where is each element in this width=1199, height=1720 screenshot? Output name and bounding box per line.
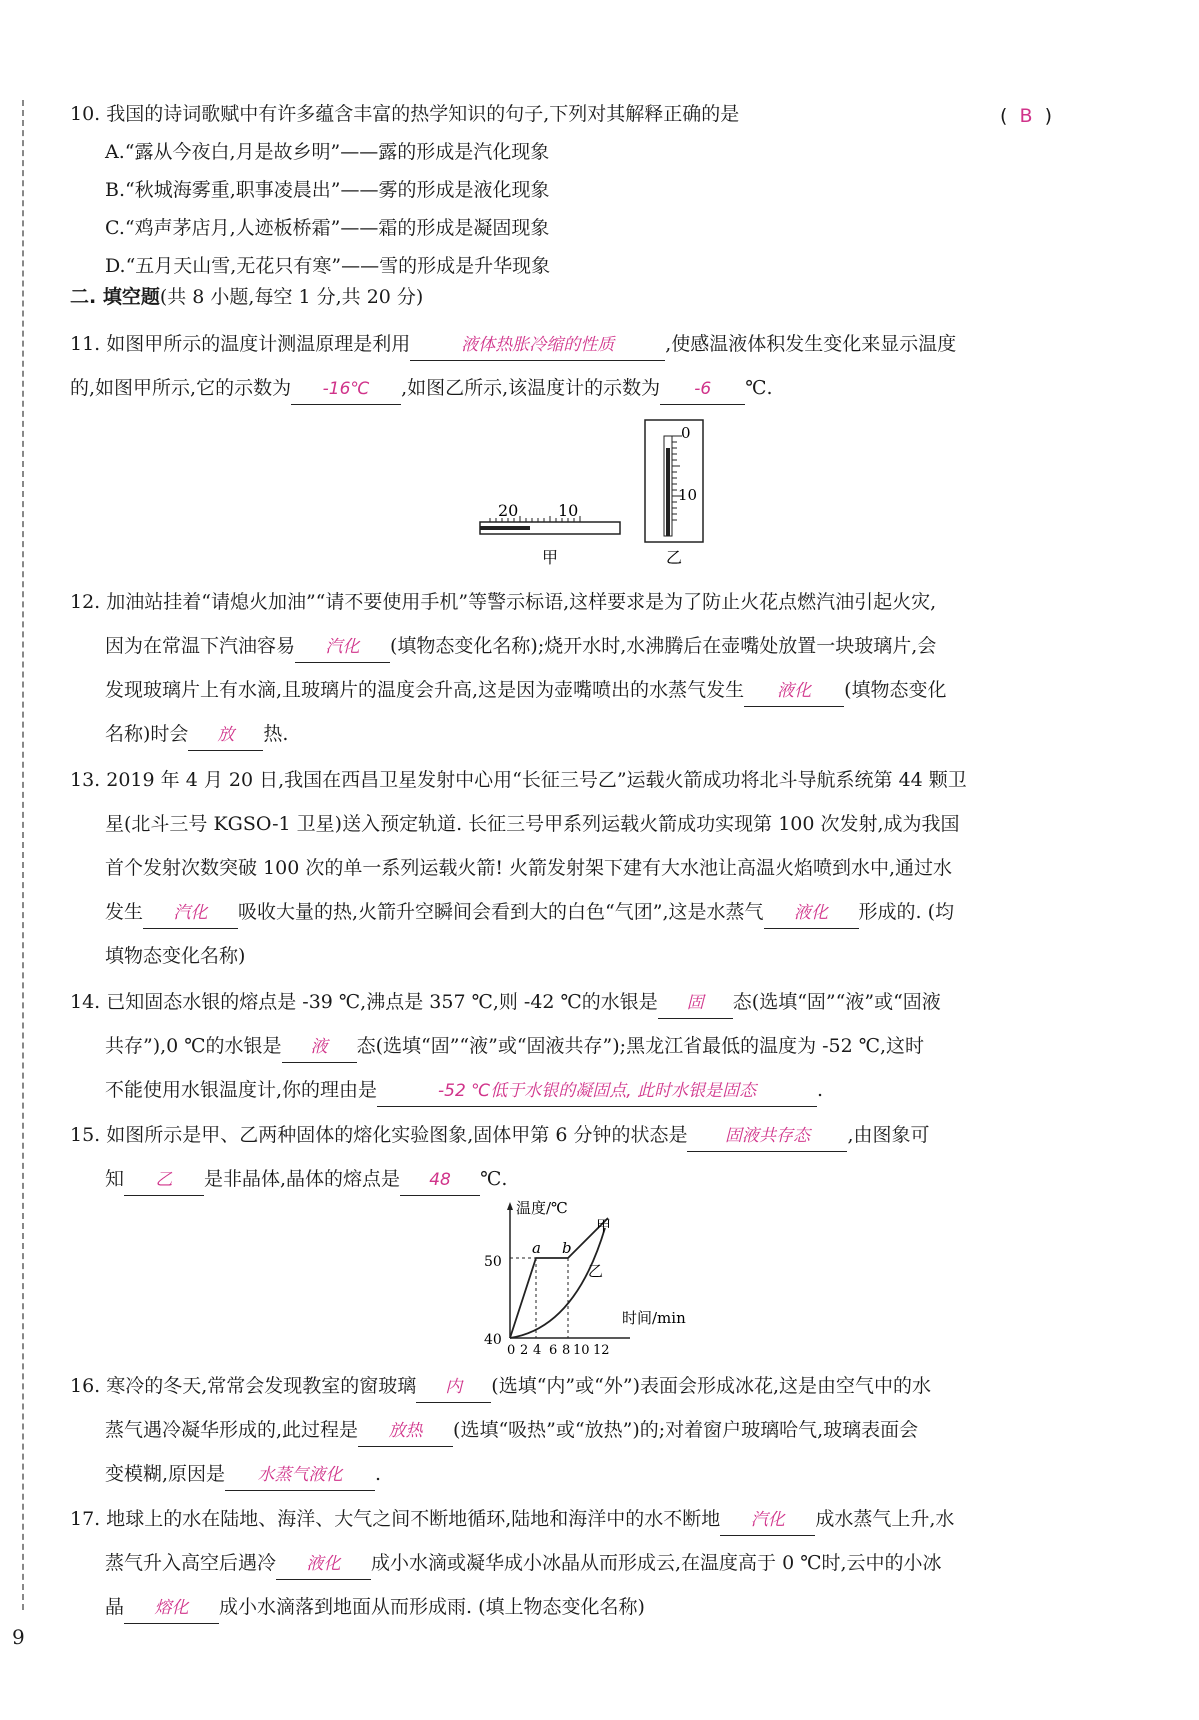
q14-text: 共存”),0 ℃的水银是 — [105, 1035, 282, 1057]
q16-text: (选填“吸热”或“放热”)的;对着窗户玻璃哈气,玻璃表面会 — [453, 1419, 919, 1441]
q15-melting-graph — [480, 1198, 720, 1358]
q16-blank-3[interactable]: 水蒸气液化 — [225, 1460, 375, 1491]
fig-label-jia: 甲 — [542, 548, 559, 567]
x-tick: 0 — [507, 1343, 516, 1358]
q14-text: 不能使用水银温度计,你的理由是 — [105, 1079, 378, 1101]
q16-blank-1[interactable]: 内 — [416, 1372, 491, 1403]
thermometer-yi — [645, 420, 703, 567]
q13-text: 填物态变化名称) — [105, 945, 246, 967]
q16-text: 16. 寒冷的冬天,常常会发现教室的窗玻璃 — [70, 1375, 417, 1397]
q15-text: ℃. — [480, 1168, 508, 1190]
q10-option-a: A.“露从今夜白,月是故乡明”——露的形成是汽化现象 — [105, 141, 550, 163]
q12-text: (填物态变化 — [844, 679, 947, 701]
x-ticks — [507, 1343, 610, 1358]
q12-text: 12. 加油站挂着“请熄火加油”“请不要使用手机”等警示标语,这样要求是为了防止火花点燃汽油引起火灾, — [70, 591, 937, 613]
question-13 — [70, 758, 1070, 978]
q15-blank-1[interactable]: 固液共存态 — [687, 1121, 847, 1152]
question-15 — [70, 1113, 1070, 1201]
x-tick: 2 — [520, 1343, 529, 1358]
margin-dashed-line — [22, 100, 24, 1610]
q14-text: . — [817, 1079, 824, 1101]
q12-text: 因为在常温下汽油容易 — [105, 635, 296, 657]
q15-blank-3[interactable]: 48 — [400, 1165, 480, 1196]
q12-blank-3[interactable]: 放 — [188, 720, 263, 751]
series-yi-label: 乙 — [588, 1262, 604, 1280]
q11-thermometer-figures — [470, 418, 710, 568]
q12-text: (填物态变化名称);烧开水时,水沸腾后在壶嘴处放置一块玻璃片,会 — [390, 635, 937, 657]
q17-text: 成小水滴落到地面从而形成雨. (填上物态变化名称) — [219, 1596, 645, 1618]
q17-text: 晶 — [105, 1596, 125, 1618]
q10-option-c: C.“鸡声茅店月,人迹板桥霜”——霜的形成是凝固现象 — [105, 217, 550, 239]
q16-text: 蒸气遇冷凝华形成的,此过程是 — [105, 1419, 359, 1441]
q11-blank-3[interactable]: -6 — [660, 374, 745, 405]
q12-text: 热. — [263, 723, 289, 745]
q12-blank-1[interactable]: 汽化 — [295, 632, 390, 663]
q12-blank-2[interactable]: 液化 — [744, 676, 844, 707]
q10-option-b: B.“秋城海雾重,职事凌晨出”——雾的形成是液化现象 — [105, 179, 550, 201]
q13-text: 吸收大量的热,火箭升空瞬间会看到大的白色“气团”,这是水蒸气 — [238, 901, 764, 923]
q11-text: 的,如图甲所示,它的示数为 — [70, 377, 292, 399]
q17-text: 成水蒸气上升,水 — [815, 1508, 955, 1530]
q17-text: 蒸气升入高空后遇冷 — [105, 1552, 277, 1574]
question-14 — [70, 980, 1070, 1112]
q15-text: 15. 如图所示是甲、乙两种固体的熔化实验图象,固体甲第 6 分钟的状态是 — [70, 1124, 688, 1146]
q10-stem: 10. 我国的诗词歌赋中有许多蕴含丰富的热学知识的句子,下列对其解释正确的是 — [70, 103, 740, 125]
x-tick: 12 — [593, 1343, 610, 1358]
point-a-label: a — [532, 1239, 541, 1257]
x-tick: 8 — [562, 1343, 571, 1358]
q17-blank-3[interactable]: 熔化 — [124, 1593, 219, 1624]
q11-text: ℃. — [745, 377, 773, 399]
section-title — [70, 282, 423, 309]
q12-text: 名称)时会 — [105, 723, 189, 745]
yi-tick-0: 0 — [681, 424, 691, 442]
q11-text: 11. 如图甲所示的温度计测温原理是利用 — [70, 333, 411, 355]
section-note: (共 8 小题,每空 1 分,共 20 分) — [159, 286, 424, 308]
q17-text: 17. 地球上的水在陆地、海洋、大气之间不断地循环,陆地和海洋中的水不断地 — [70, 1508, 721, 1530]
q15-text: 知 — [105, 1168, 125, 1190]
q14-blank-1[interactable]: 固 — [658, 988, 733, 1019]
q10-option-d: D.“五月天山雪,无花只有寒”——雪的形成是升华现象 — [105, 255, 551, 277]
q17-blank-2[interactable]: 液化 — [276, 1549, 371, 1580]
q14-text: 态(选填“固”“液”或“固液共存”);黑龙江省最低的温度为 -52 ℃,这时 — [356, 1035, 925, 1057]
q17-text: 成小水滴或凝华成小冰晶从而形成云,在温度高于 0 ℃时,云中的小冰 — [371, 1552, 942, 1574]
q13-text: 星(北斗三号 KGSO-1 卫星)送入预定轨道. 长征三号甲系列运载火箭成功实现第 100 次发射,成为我国 — [105, 813, 960, 835]
question-12 — [70, 580, 1070, 756]
q16-text: 变模糊,原因是 — [105, 1463, 226, 1485]
q15-text: ,由图象可 — [847, 1124, 930, 1146]
question-17 — [70, 1497, 1070, 1629]
fig-label-yi: 乙 — [666, 548, 683, 567]
q10-answer-bracket — [1000, 105, 1052, 127]
q11-blank-1[interactable]: 液体热胀冷缩的性质 — [410, 330, 665, 361]
page-number: 9 — [12, 1625, 25, 1649]
series-yi-line — [510, 1228, 605, 1338]
q14-text: 态(选填“固”“液”或“固液 — [732, 991, 941, 1013]
q11-blank-2[interactable]: -16℃ — [291, 374, 401, 405]
x-tick: 4 — [533, 1343, 542, 1358]
q13-text: 形成的. (均 — [858, 901, 955, 923]
q15-blank-2[interactable]: 乙 — [124, 1165, 204, 1196]
jia-tick-10: 10 — [558, 501, 579, 520]
point-b-label: b — [562, 1239, 572, 1257]
question-11 — [70, 322, 1070, 410]
y-tick-40: 40 — [484, 1332, 502, 1348]
q13-text: 13. 2019 年 4 月 20 日,我国在西昌卫星发射中心用“长征三号乙”运载火箭成功将北斗导航系统第 44 颗卫 — [70, 769, 967, 791]
q11-text: ,使感温液体积发生变化来显示温度 — [665, 333, 957, 355]
q16-text: . — [375, 1463, 382, 1485]
q10-answer: B — [1019, 105, 1033, 127]
q14-blank-3[interactable]: -52 ℃低于水银的凝固点, 此时水银是固态 — [377, 1076, 817, 1107]
q12-text: 发现玻璃片上有水滴,且玻璃片的温度会升高,这是因为壶嘴喷出的水蒸气发生 — [105, 679, 745, 701]
x-axis-label: 时间/min — [622, 1309, 686, 1327]
q13-text: 发生 — [105, 901, 144, 923]
question-16 — [70, 1364, 1070, 1496]
q15-text: 是非晶体,晶体的熔点是 — [204, 1168, 401, 1190]
y-axis-label: 温度/℃ — [516, 1199, 568, 1217]
question-10 — [70, 95, 1070, 285]
series-jia-label: 甲 — [596, 1217, 612, 1235]
paren-close: ) — [1044, 105, 1053, 127]
yi-tick-10: 10 — [678, 486, 698, 504]
q14-blank-2[interactable]: 液 — [282, 1032, 357, 1063]
paren-open: ( — [1000, 105, 1008, 127]
section-heading: 二. 填空题 — [70, 286, 160, 308]
q13-blank-1[interactable]: 汽化 — [143, 898, 238, 929]
q13-blank-2[interactable]: 液化 — [764, 898, 859, 929]
q14-text: 14. 已知固态水银的熔点是 -39 ℃,沸点是 357 ℃,则 -42 ℃的水银是 — [70, 991, 658, 1013]
x-tick: 10 — [573, 1343, 590, 1358]
thermometer-jia — [480, 501, 620, 567]
jia-tick-20: 20 — [498, 501, 519, 520]
q17-blank-1[interactable]: 汽化 — [720, 1505, 815, 1536]
q13-text: 首个发射次数突破 100 次的单一系列运载火箭! 火箭发射架下建有大水池让高温火焰喷到水中,通过水 — [105, 857, 953, 879]
q16-text: (选填“内”或“外”)表面会形成冰花,这是由空气中的水 — [491, 1375, 932, 1397]
y-tick-50: 50 — [484, 1254, 502, 1270]
q16-blank-2[interactable]: 放热 — [358, 1416, 453, 1447]
q11-text: ,如图乙所示,该温度计的示数为 — [401, 377, 661, 399]
x-tick: 6 — [549, 1343, 558, 1358]
